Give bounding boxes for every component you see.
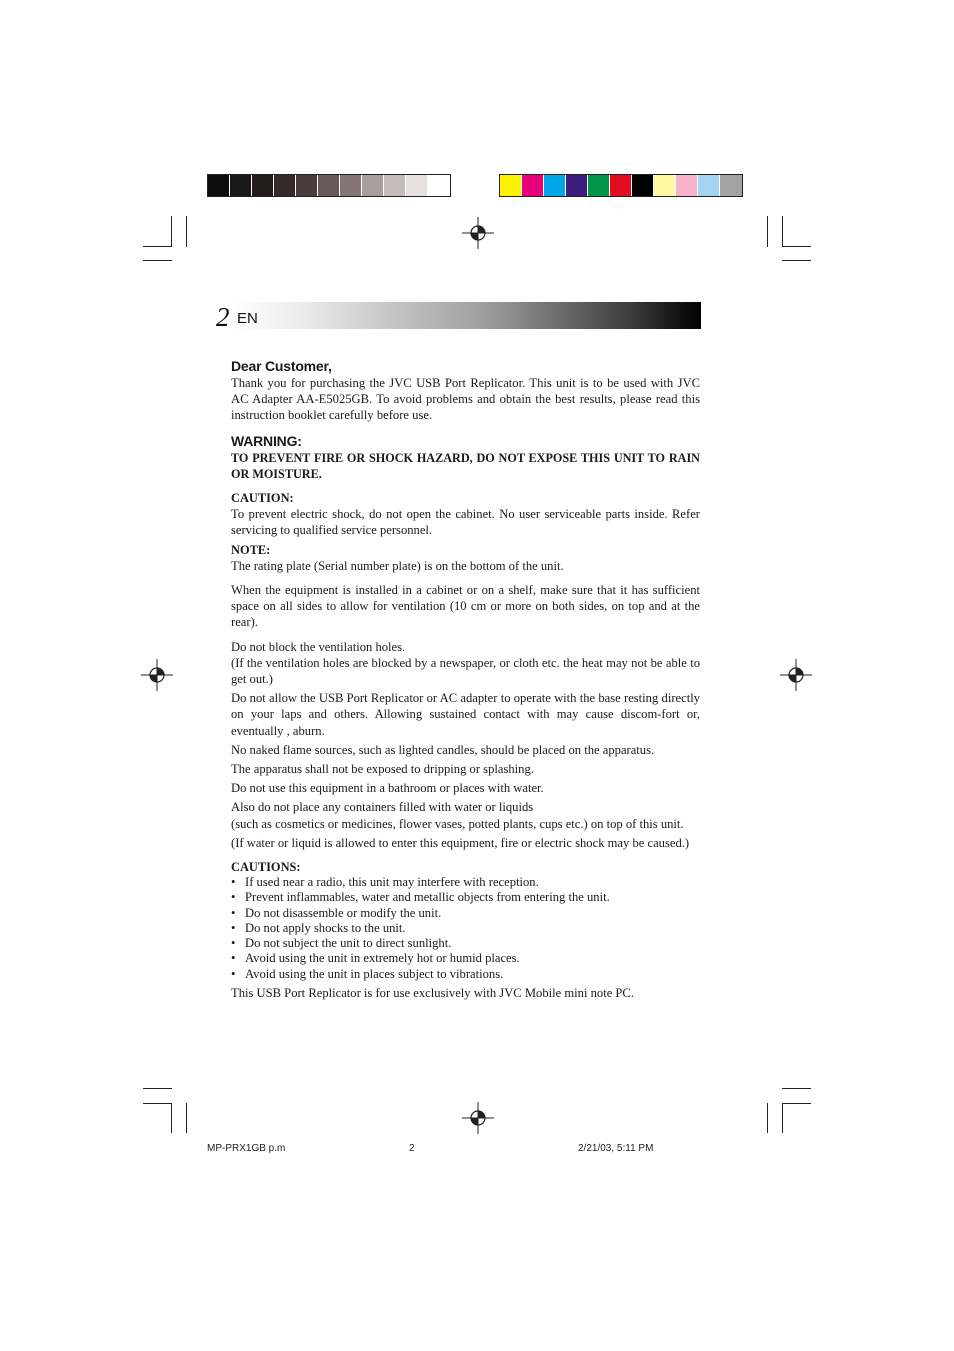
header-gradient-band <box>231 302 701 329</box>
warning-text: TO PREVENT FIRE OR SHOCK HAZARD, DO NOT EXPOSE THIS UNIT TO RAIN OR MOISTURE. <box>231 450 700 481</box>
list-item: • If used near a radio, this unit may interfere with reception. <box>231 875 700 890</box>
color-swatch <box>500 175 522 196</box>
warning-heading: WARNING: <box>231 432 302 449</box>
footer-file-name: MP-PRX1GB p.m <box>207 1143 286 1154</box>
containers-text: Also do not place any containers filled with water or liquids <box>231 800 534 815</box>
list-item: • Avoid using the unit in extremely hot or humid places. <box>231 951 700 966</box>
exclusive-use-text: This USB Port Replicator is for use exclusively with JVC Mobile mini note PC. <box>231 985 634 1000</box>
cautions-heading: CAUTIONS: <box>231 860 301 875</box>
color-swatch <box>676 175 698 196</box>
page-number: 2 <box>216 302 230 332</box>
bathroom-text: Do not use this equipment in a bathroom or places with water. <box>231 781 544 796</box>
color-swatch <box>362 175 384 196</box>
color-swatch <box>632 175 654 196</box>
registration-mark-icon <box>141 659 173 691</box>
note-text: The rating plate (Serial number plate) is on the bottom of the unit. <box>231 558 564 573</box>
color-swatch <box>296 175 318 196</box>
color-swatch <box>566 175 588 196</box>
note-heading: NOTE: <box>231 542 271 557</box>
cautions-list <box>231 875 700 981</box>
block-holes-text: Do not block the ventilation holes. <box>231 639 406 654</box>
color-swatch <box>340 175 362 196</box>
registration-mark-icon <box>780 659 812 691</box>
color-swatch <box>588 175 610 196</box>
color-swatch <box>208 175 230 196</box>
color-swatch <box>384 175 406 196</box>
color-swatch <box>522 175 544 196</box>
dripping-text: The apparatus shall not be exposed to dripping or splashing. <box>231 762 534 777</box>
color-swatch <box>610 175 632 196</box>
footer-page-number: 2 <box>409 1143 415 1154</box>
color-swatch <box>720 175 742 196</box>
containers-note: (such as cosmetics or medicines, flower vases, potted plants, cups etc.) on top of this unit. <box>231 816 684 831</box>
list-item: • Prevent inflammables, water and metallic objects from entering the unit. <box>231 890 700 905</box>
liquid-note: (If water or liquid is allowed to enter this equipment, fire or electric shock may be caused.) <box>231 835 690 850</box>
registration-mark-icon <box>462 1102 494 1134</box>
list-item: • Avoid using the unit in places subject to vibrations. <box>231 967 700 982</box>
caution-text: To prevent electric shock, do not open the cabinet. No user serviceable parts inside. Refer servicing to qualified service personnel. <box>231 507 700 538</box>
color-swatch <box>230 175 252 196</box>
color-swatch <box>252 175 274 196</box>
list-item: • Do not apply shocks to the unit. <box>231 921 700 936</box>
intro-paragraph: Thank you for purchasing the JVC USB Port Replicator. This unit is to be used with JVC AC Adapter AA-E5025GB. To avoid problems and obtain the best results, please read this instruction booklet carefully before use. <box>231 376 700 423</box>
registration-mark-icon <box>462 217 494 249</box>
color-calibration-bar <box>499 174 743 197</box>
color-swatch <box>654 175 676 196</box>
base-resting-paragraph: Do not allow the USB Port Replicator or AC adapter to operate with the base resting directly on your laps and others. Allowing sustained contact with may cause discom-fort or, eventually , aburn. <box>231 691 700 738</box>
greeting-heading: Dear Customer, <box>231 358 332 374</box>
color-swatch <box>544 175 566 196</box>
naked-flame-text: No naked flame sources, such as lighted candles, should be placed on the apparatus. <box>231 742 655 757</box>
list-item: • Do not disassemble or modify the unit. <box>231 906 700 921</box>
color-swatch <box>274 175 296 196</box>
block-holes-note: (If the ventilation holes are blocked by a newspaper, or cloth etc. the heat may not be able to get out.) <box>231 655 700 687</box>
footer-timestamp: 2/21/03, 5:11 PM <box>578 1143 654 1154</box>
ventilation-paragraph: When the equipment is installed in a cabinet or on a shelf, make sure that it has sufficient space on all sides to allow for ventilation (10 cm or more on both sides, on top and at the rear). <box>231 583 700 630</box>
page-language-code: EN <box>237 310 258 327</box>
color-swatch <box>428 175 450 196</box>
color-swatch <box>318 175 340 196</box>
color-swatch <box>698 175 720 196</box>
list-item: • Do not subject the unit to direct sunlight. <box>231 936 700 951</box>
grayscale-calibration-bar <box>207 174 451 197</box>
manual-content <box>231 357 700 1001</box>
caution-heading: CAUTION: <box>231 491 294 506</box>
color-swatch <box>406 175 428 196</box>
